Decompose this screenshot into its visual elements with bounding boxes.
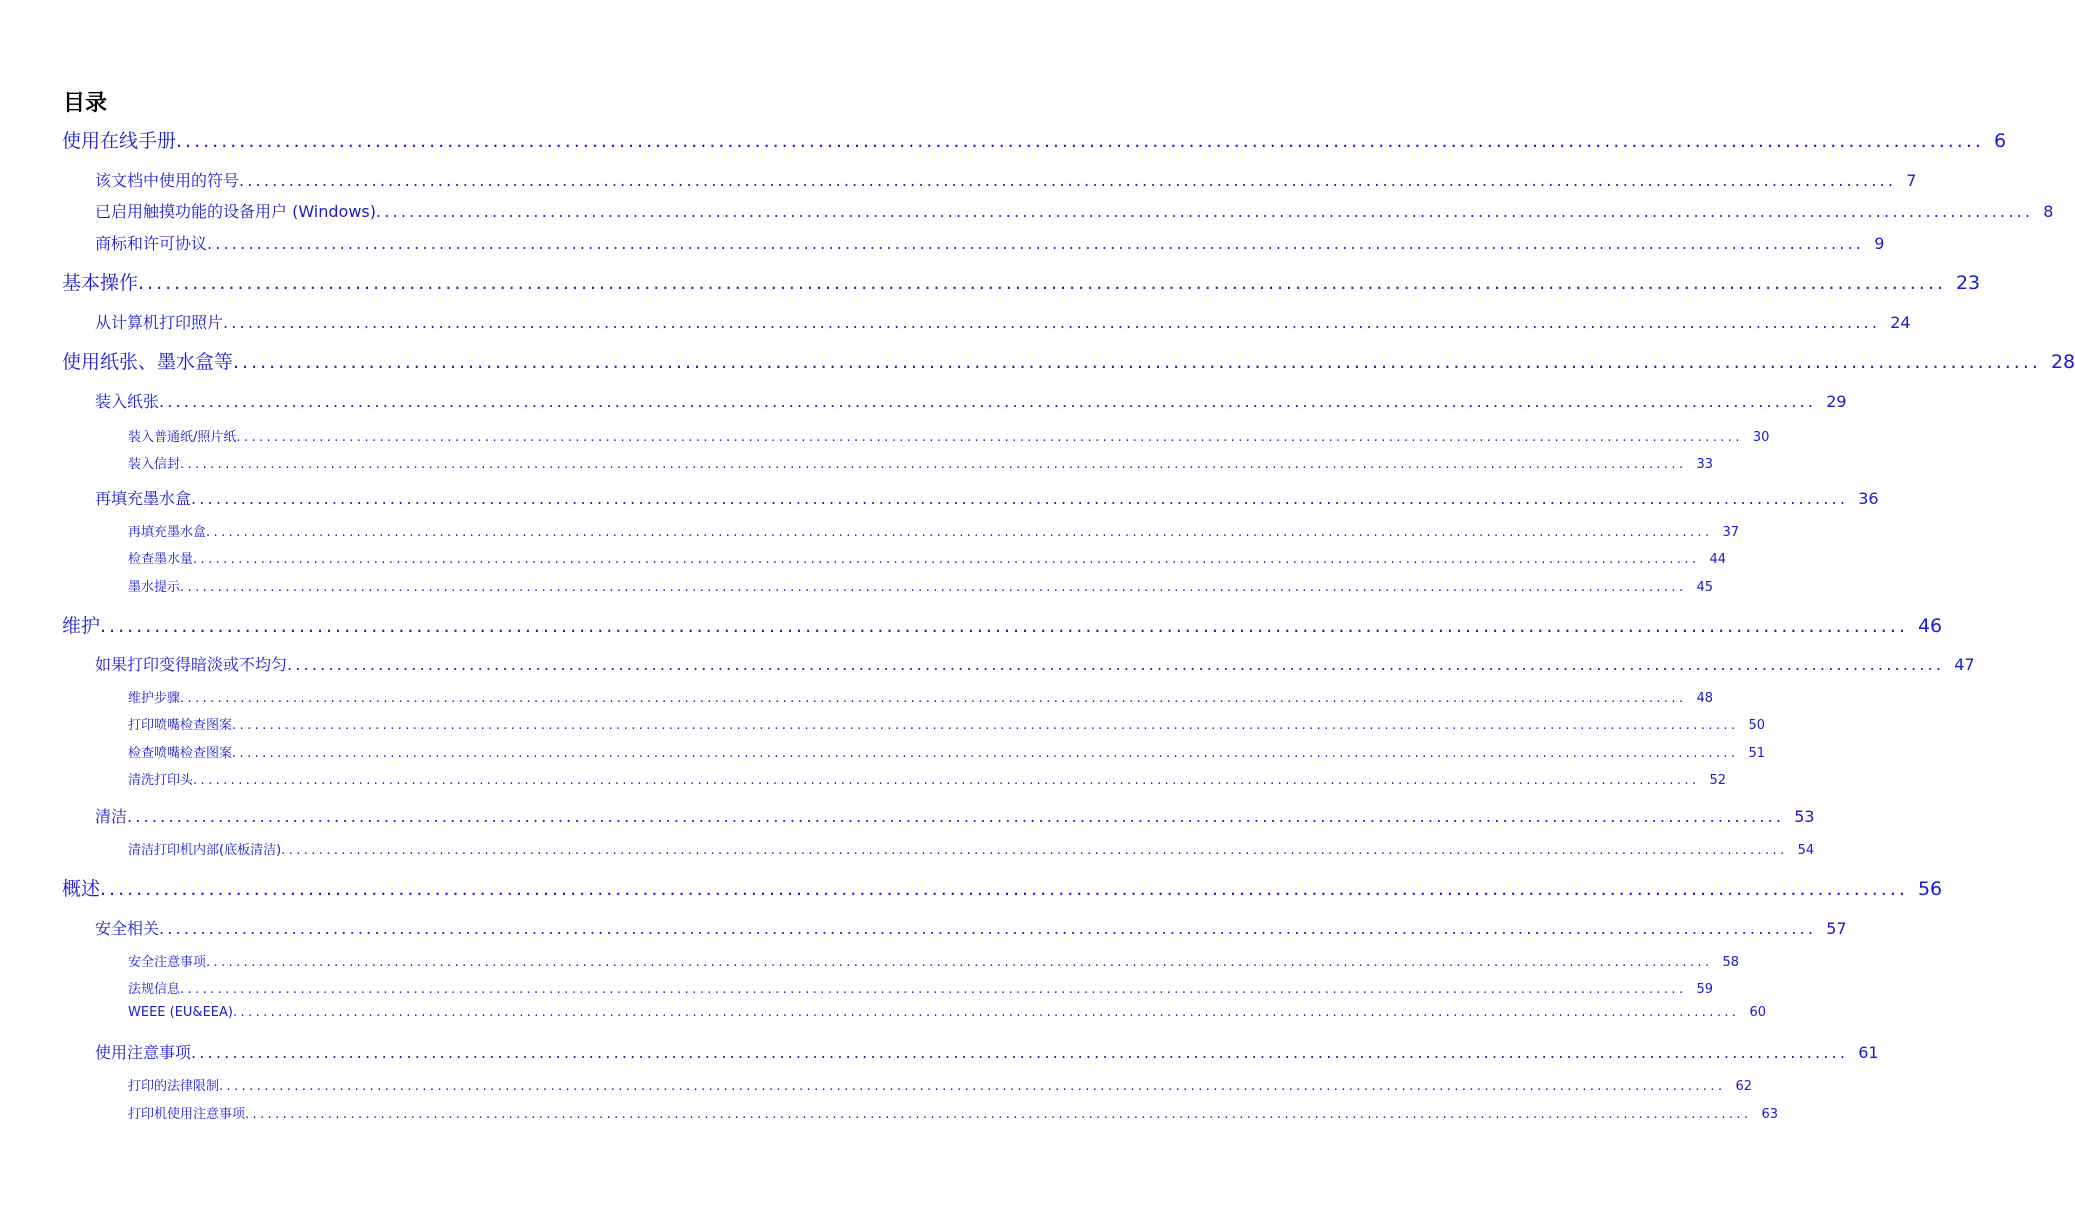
toc-entry-page-number: 33 (1696, 457, 1714, 472)
toc-entry-label: 清洁打印机内部(底板清洁) (128, 843, 282, 858)
toc-entry-label: 装入普通纸/照片纸 (128, 430, 237, 445)
dot-leader: ........................................................................................................................................................................................................ (281, 843, 1788, 858)
toc-entry-label: 基本操作 (62, 272, 139, 294)
toc-entry-label: 安全相关 (95, 919, 160, 938)
toc-entry-page-number: 44 (1709, 552, 1727, 567)
toc-entry-label: 再填充墨水盒 (128, 525, 207, 540)
dot-leader: ........................................................................................................................................................................................................ (100, 615, 1908, 637)
toc-entry-label: 商标和许可协议 (95, 234, 208, 253)
toc-entry-page-number: 57 (1826, 919, 1847, 938)
toc-entry-level-3[interactable] (128, 687, 1714, 706)
toc-entry-label: 再填充墨水盒 (95, 489, 192, 508)
dot-leader: ........................................................................................................................................................................................................ (236, 430, 1743, 445)
dot-leader: ........................................................................................................................................................................................................ (180, 580, 1687, 595)
dot-leader: ........................................................................................................................................................................................................ (232, 746, 1739, 761)
toc-entry-page-number: 28 (2050, 351, 2075, 373)
toc-entry-label: 法规信息 (128, 982, 181, 997)
toc-entry-page-number: 48 (1696, 691, 1714, 706)
toc-entry-page-number: 52 (1709, 773, 1727, 788)
toc-entry-label: 概述 (62, 878, 101, 900)
toc-entry-page-number: 60 (1749, 1005, 1766, 1020)
toc-entry-label: 维护步骤 (128, 691, 181, 706)
toc-entry-label: 装入信封 (128, 457, 181, 472)
toc-entry-page-number: 24 (1890, 313, 1911, 332)
page-title: 目录 (63, 91, 108, 116)
toc-entry-level-1[interactable] (62, 611, 1943, 638)
toc-entry-level-2[interactable] (95, 916, 1847, 939)
toc-entry-page-number: 63 (1761, 1107, 1779, 1122)
dot-leader: ........................................................................................................................................................................................................ (191, 489, 1849, 508)
toc-entry-level-1[interactable] (62, 874, 1943, 901)
dot-leader: ........................................................................................................................................................................................................ (232, 718, 1739, 733)
dot-leader: ........................................................................................................................................................................................................ (100, 878, 1908, 900)
toc-entry-level-3[interactable] (128, 769, 1727, 788)
toc-entry-label: 清洁 (95, 807, 128, 826)
dot-leader: ........................................................................................................................................................................................................ (193, 552, 1700, 567)
dot-leader: ........................................................................................................................................................................................................ (180, 457, 1687, 472)
dot-leader: ........................................................................................................................................................................................................ (219, 1079, 1726, 1094)
dot-leader: ........................................................................................................................................................................................................ (376, 202, 2034, 221)
toc-entry-level-2[interactable] (95, 389, 1847, 412)
toc-entry-label: 打印喷嘴检查图案 (128, 718, 233, 733)
toc-entry-page-number: 51 (1748, 746, 1766, 761)
toc-entry-page-number: 58 (1722, 955, 1740, 970)
toc-entry-level-2[interactable] (95, 486, 1879, 509)
dot-leader: ........................................................................................................................................................................................................ (127, 807, 1785, 826)
toc-entry-page-number: 6 (1993, 130, 2007, 152)
toc-entry-level-1[interactable] (62, 268, 1981, 295)
toc-entry-page-number: 9 (1874, 234, 1885, 253)
toc-entry-label: 使用注意事项 (95, 1043, 192, 1062)
toc-entry-level-3[interactable] (128, 521, 1740, 540)
toc-entry-level-3[interactable] (128, 576, 1714, 595)
dot-leader: ........................................................................................................................................................................................................ (232, 1005, 1740, 1020)
toc-entry-level-1[interactable] (62, 347, 2075, 374)
dot-leader: ........................................................................................................................................................................................................ (245, 1107, 1752, 1122)
toc-entry-page-number: 61 (1858, 1043, 1879, 1062)
toc-entry-level-3[interactable] (128, 1075, 1753, 1094)
dot-leader: ........................................................................................................................................................................................................ (138, 272, 1946, 294)
toc-entry-level-3[interactable] (128, 742, 1766, 761)
dot-leader: ........................................................................................................................................................................................................ (180, 691, 1687, 706)
toc-entry-page-number: 29 (1826, 392, 1847, 411)
dot-leader: ........................................................................................................................................................................................................ (206, 955, 1713, 970)
toc-entry-level-3[interactable] (128, 714, 1766, 733)
toc-entry-label: 清洗打印头 (128, 773, 194, 788)
toc-entry-page-number: 47 (1954, 655, 1975, 674)
toc-entry-page-number: 8 (2043, 202, 2054, 221)
dot-leader: ........................................................................................................................................................................................................ (191, 1043, 1849, 1062)
toc-entry-label: 墨水提示 (128, 580, 181, 595)
toc-entry-label: 打印机使用注意事项 (128, 1107, 246, 1122)
toc-entry-level-1[interactable] (62, 126, 2007, 153)
toc-entry-page-number: 53 (1794, 807, 1815, 826)
toc-entry-level-2[interactable] (95, 199, 2054, 222)
toc-entry-level-3[interactable] (128, 978, 1714, 997)
dot-leader: ........................................................................................................................................................................................................ (206, 525, 1713, 540)
dot-leader: ........................................................................................................................................................................................................ (233, 351, 2041, 373)
toc-entry-page-number: 23 (1955, 272, 1981, 294)
toc-entry-level-2[interactable] (95, 1040, 1879, 1063)
toc-entry-page-number: 59 (1696, 982, 1714, 997)
toc-entry-label: 检查喷嘴检查图案 (128, 746, 233, 761)
toc-entry-level-3[interactable] (128, 1103, 1779, 1122)
toc-entry-level-3[interactable] (128, 426, 1770, 445)
toc-entry-label: 维护 (62, 615, 101, 637)
toc-entry-level-3[interactable] (128, 1005, 1766, 1020)
dot-leader: ........................................................................................................................................................................................................ (223, 313, 1881, 332)
toc-entry-level-2[interactable] (95, 168, 1917, 191)
toc-entry-level-2[interactable] (95, 231, 1885, 254)
toc-entry-level-3[interactable] (128, 453, 1714, 472)
toc-entry-level-3[interactable] (128, 951, 1740, 970)
dot-leader: ........................................................................................................................................................................................................ (239, 171, 1897, 190)
dot-leader: ........................................................................................................................................................................................................ (207, 234, 1865, 253)
dot-leader: ........................................................................................................................................................................................................ (287, 655, 1945, 674)
toc-entry-label: 使用在线手册 (62, 130, 177, 152)
toc-entry-page-number: 30 (1752, 430, 1770, 445)
dot-leader: ........................................................................................................................................................................................................ (159, 919, 1817, 938)
toc-entry-label: 装入纸张 (95, 392, 160, 411)
toc-entry-page-number: 7 (1906, 171, 1917, 190)
toc-entry-page-number: 54 (1797, 843, 1815, 858)
toc-entry-label: 已启用触摸功能的设备用户 (Windows) (95, 202, 376, 221)
toc-entry-level-2[interactable] (95, 652, 1975, 675)
toc-entry-level-3[interactable] (128, 548, 1727, 567)
toc-entry-label: 从计算机打印照片 (95, 313, 224, 332)
toc-entry-page-number: 62 (1735, 1079, 1753, 1094)
toc-entry-label: 该文档中使用的符号 (95, 171, 240, 190)
toc-entry-page-number: 36 (1858, 489, 1879, 508)
toc-entry-label: 如果打印变得暗淡或不均匀 (95, 655, 288, 674)
dot-leader: ........................................................................................................................................................................................................ (176, 130, 1984, 152)
toc-entry-page-number: 45 (1696, 580, 1714, 595)
toc-entry-label: WEEE (EU&EEA) (128, 1005, 233, 1020)
toc-entry-label: 打印的法律限制 (128, 1079, 220, 1094)
dot-leader: ........................................................................................................................................................................................................ (193, 773, 1700, 788)
toc-entry-level-3[interactable] (128, 839, 1815, 858)
toc-entry-label: 检查墨水量 (128, 552, 194, 567)
toc-entry-level-2[interactable] (95, 310, 1911, 333)
toc-entry-level-2[interactable] (95, 804, 1815, 827)
toc-entry-page-number: 56 (1917, 878, 1943, 900)
dot-leader: ........................................................................................................................................................................................................ (159, 392, 1817, 411)
toc-entry-page-number: 37 (1722, 525, 1740, 540)
dot-leader: ........................................................................................................................................................................................................ (180, 982, 1687, 997)
toc-entry-label: 使用纸张、墨水盒等 (62, 351, 234, 373)
toc-entry-label: 安全注意事项 (128, 955, 207, 970)
toc-entry-page-number: 46 (1917, 615, 1943, 637)
toc-entry-page-number: 50 (1748, 718, 1766, 733)
